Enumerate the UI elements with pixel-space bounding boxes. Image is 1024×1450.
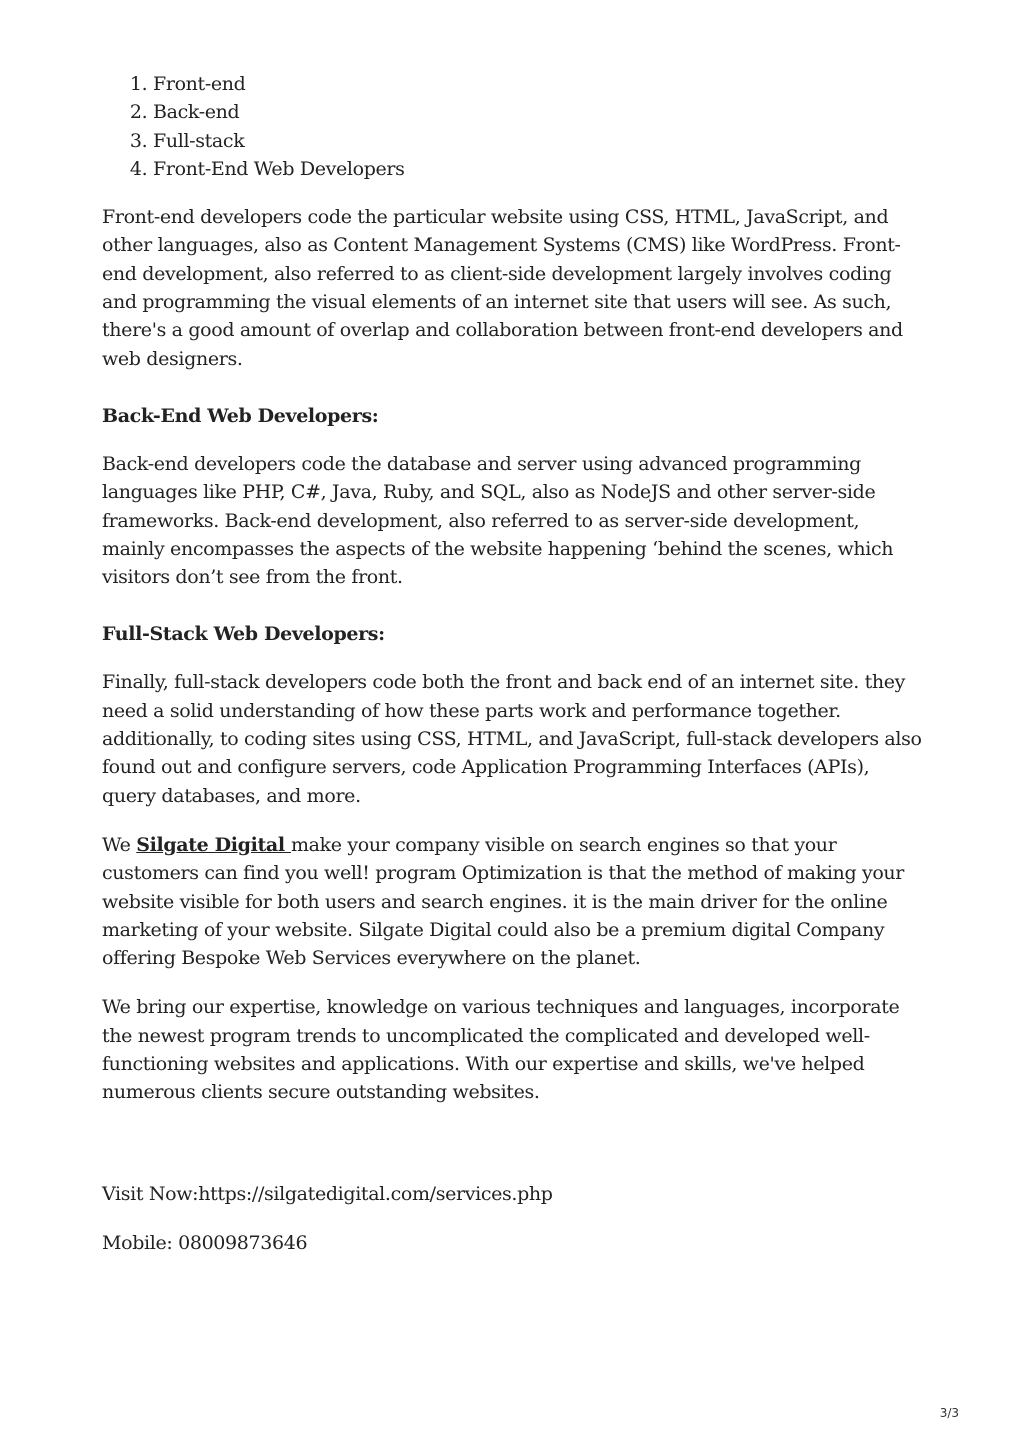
developer-types-list [102, 70, 922, 183]
backend-paragraph: Back-end developers code the database and server using advanced programming languages like PHP, C#, Java, Ruby, and SQL, also as NodeJS and other server-side frameworks. Back-end development, also referred to as server-side development, mainly encompasses the aspects of the website happening ‘behind the scenes, which visitors don’t see from the front. [102, 452, 894, 589]
list-item: 4. Front-End Web Developers [153, 155, 922, 183]
page-number: 3/3 [939, 1406, 959, 1420]
company-text: make your company visible on search engines so that your customers can find you well! program Optimization is that the method of making your website visible for both users and search engines. it is the main driver for the online marketing of your website. Silgate Digital could also be a premium digital Company offering Bespoke Web Services everywhere on the planet. [102, 833, 905, 970]
company-paragraph [102, 831, 922, 972]
visit-line: Visit Now:https://silgatedigital.com/services.php [102, 1182, 553, 1205]
fullstack-paragraph: Finally, full-stack developers code both the front and back end of an internet site. they need a solid understanding of how these parts work and performance together. additionally, to coding sites using CSS, HTML, and JavaScript, full-stack developers also found out and configure servers, code Application Programming Interfaces (APIs), query databases, and more. [102, 671, 922, 807]
backend-heading: Back-End Web Developers: [102, 404, 379, 427]
company-prefix: We [102, 833, 137, 856]
fullstack-heading: Full-Stack Web Developers: [102, 623, 385, 646]
list-item: 1. Front-end [153, 70, 922, 98]
list-item: 3. Full-stack [153, 127, 922, 155]
mobile-line: Mobile: 08009873646 [102, 1231, 308, 1254]
expertise-paragraph: We bring our expertise, knowledge on various techniques and languages, incorporate the newest program trends to uncomplicated the complicated and developed well-functioning websites and applications. With our expertise and skills, we've helped numerous clients secure outstanding websites. [102, 996, 900, 1104]
silgate-digital-link[interactable]: Silgate Digital [136, 833, 291, 856]
spacer [102, 1128, 922, 1180]
frontend-paragraph: Front-end developers code the particular website using CSS, HTML, JavaScript, and other languages, also as Content Management Systems (CMS) like WordPress. Front-end development, also referred to as client-side development largely involves coding and programming the visual elements of an internet site that users will see. As such, there's a good amount of overlap and collaboration between front-end developers and web designers. [102, 206, 903, 370]
document-body [102, 70, 922, 1278]
list-item: 2. Back-end [153, 98, 922, 126]
